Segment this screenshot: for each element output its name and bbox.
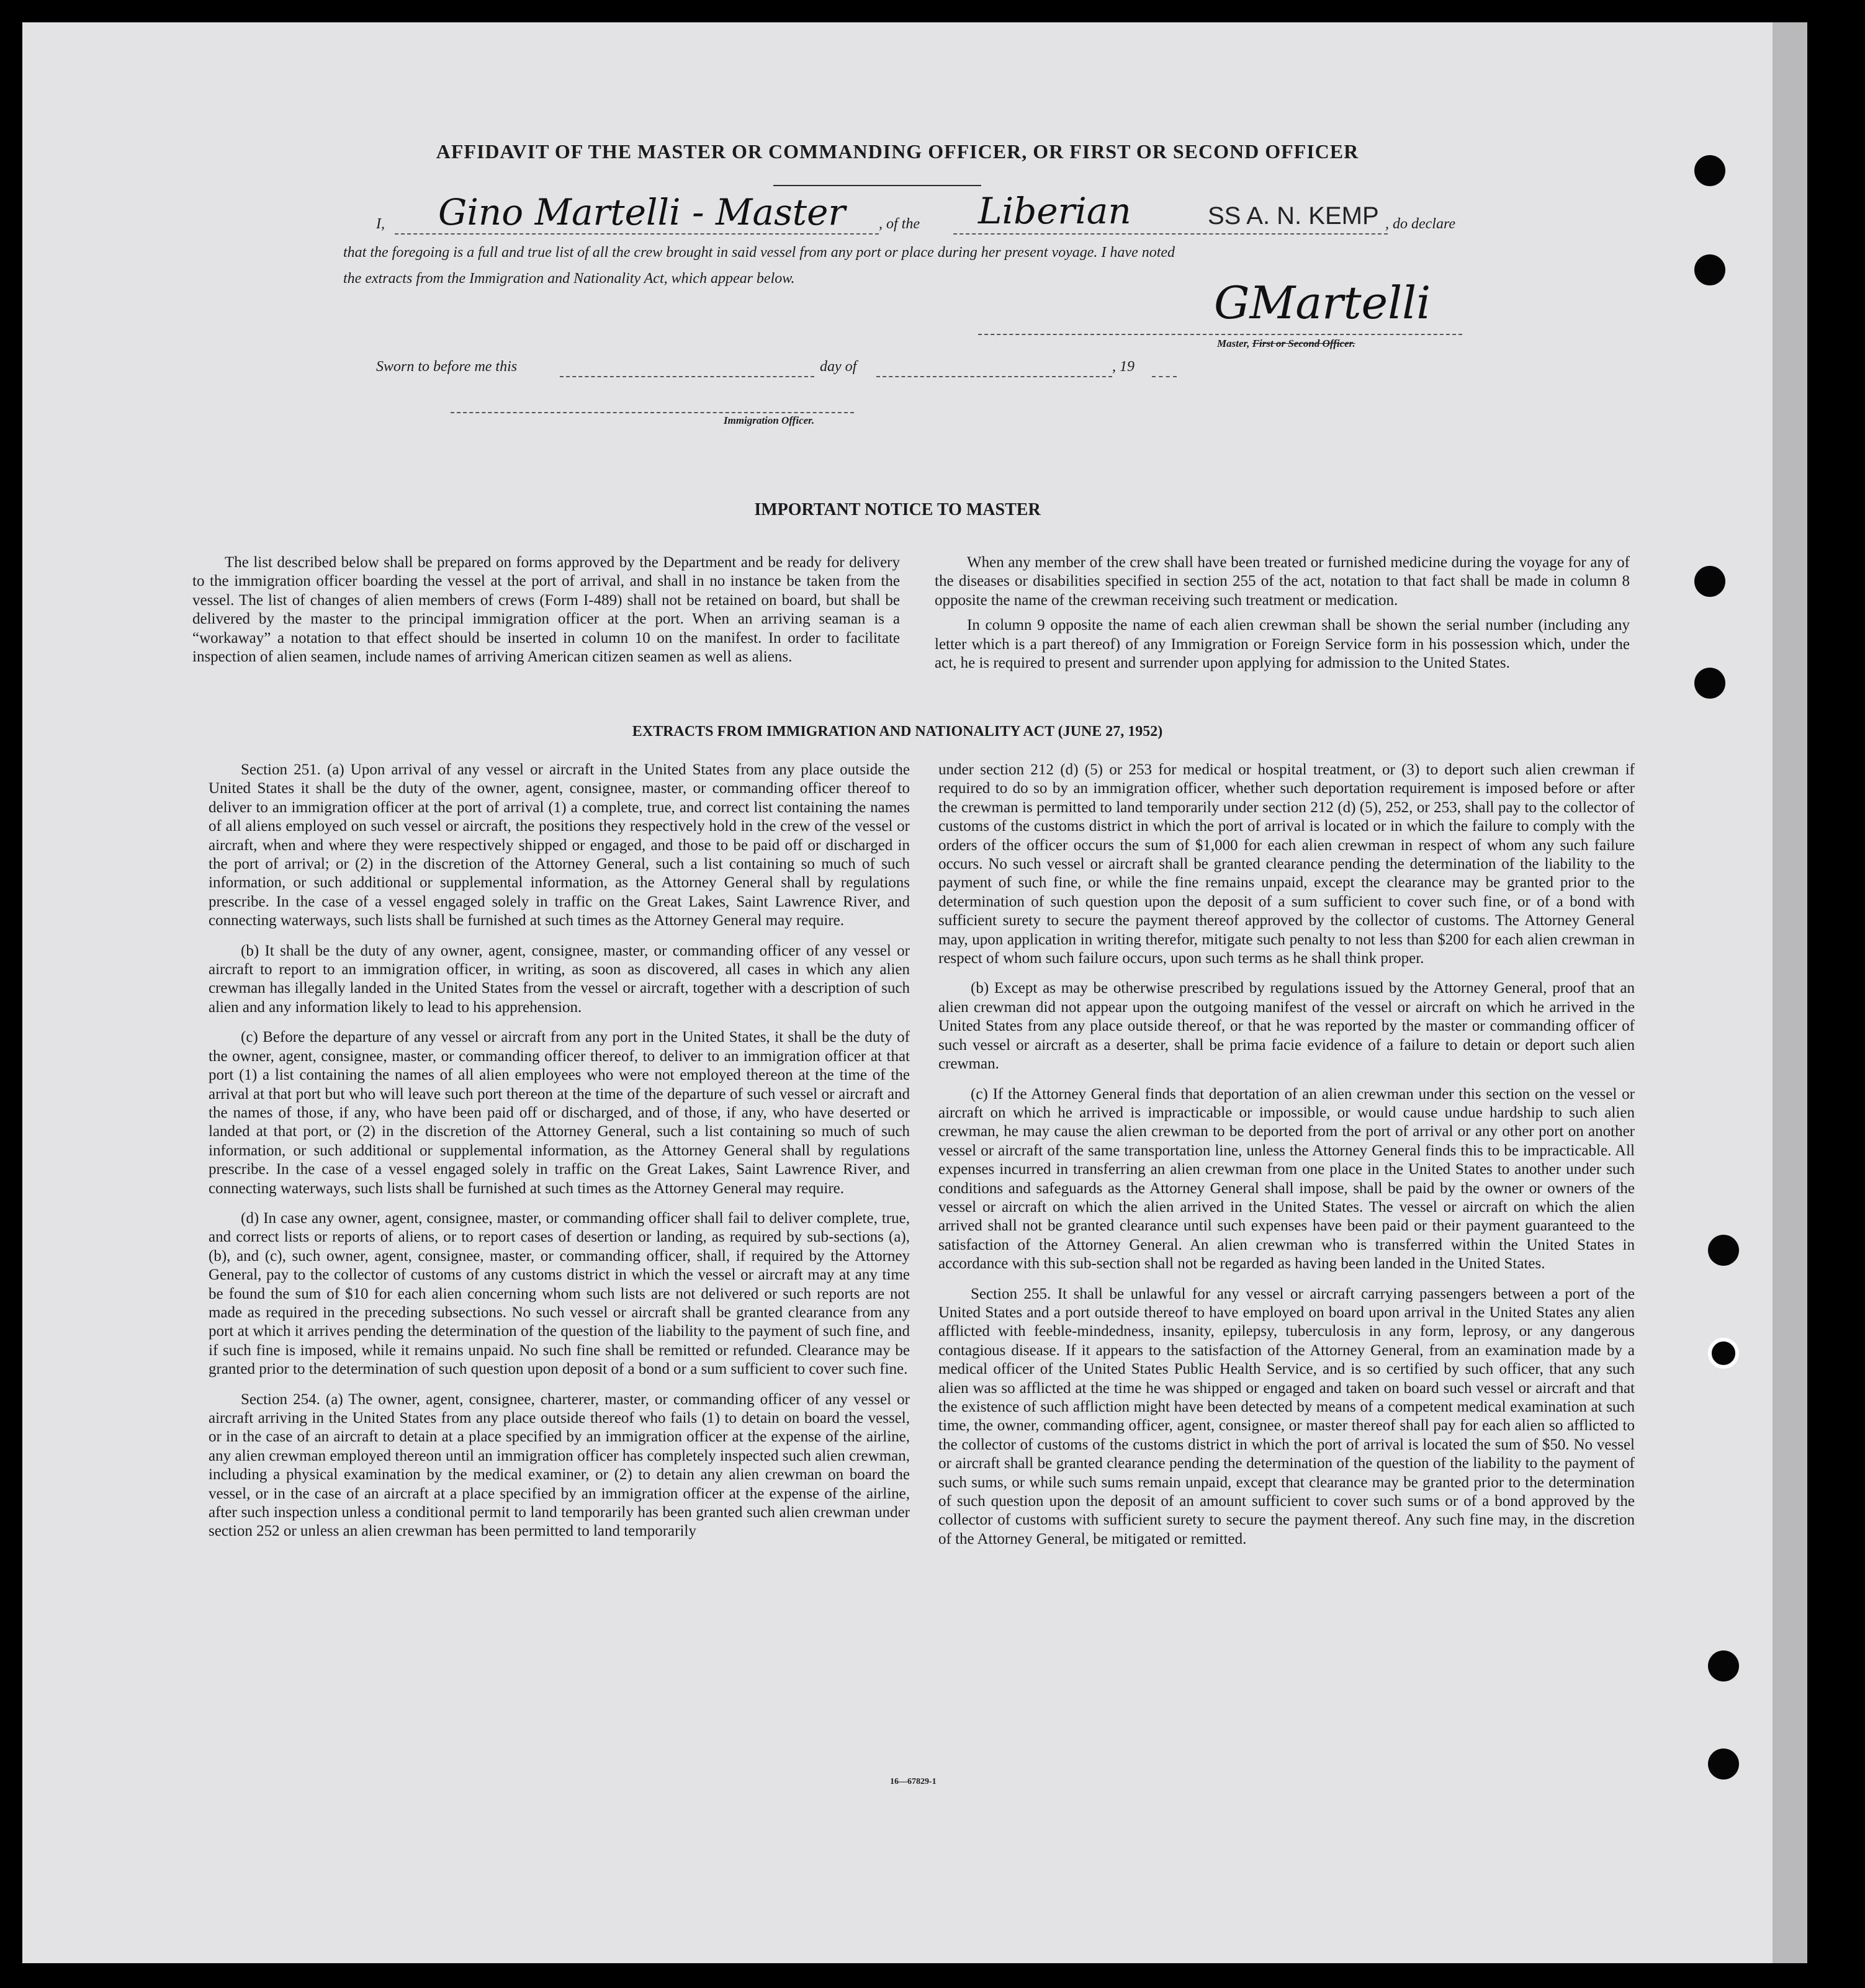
notice-right-paragraph-1: When any member of the crew shall have been treated or furnished medicine during the voyage for any of the diseases or disabilities specified in section 255 of the act, notation to that fact shall be made in column 8 opposite the name of the crewman receiving such treatment or medication. (935, 554, 1630, 609)
notice-left-paragraph: The list described below shall be prepared on forms approved by the Department and be ready for delivery to the immigration officer boarding the vessel at the port of arrival, and shall in no instance be taken from the vessel. The list of changes of alien members of crews (Form I-489) shall not be retained on board, but shall be delivered by the master to the principal immigration officer at the port. When an arriving seaman is a “workaway” a notation to that effect should be inserted in column 10 on the manifest. In order to facilitate inspection of alien seamen, include names of arriving American citizen seamen as well as aliens. (192, 554, 900, 666)
section-251d: (d) In case any owner, agent, consignee, master, or commanding officer shall fail to deliver complete, true, and correct lists or reports of aliens, or to report cases of desertion or landing, as required by sub-sections (a), (b), and (c), such owner, agent, consignee, master, or commanding officer, shall, if required by the Attorney General, pay to the collector of customs of any customs district in which the vessel or aircraft may at any time be found the sum of $10 for each alien concerning whom such lists are not delivered or such reports are not made as required in the preceding subsections. No such vessel or aircraft shall be granted clearance from any port at which it arrives pending the determination of the question of the liability to the payment of such fine, and if such fine is imposed, while it remains unpaid. No such fine shall be remitted or refunded. Clearance may be granted prior to the determination of such question upon deposit of a bond or a sum sufficient to cover such fine. (209, 1209, 910, 1378)
sworn-year-line (1152, 376, 1177, 377)
section-251a: Section 251. (a) Upon arrival of any vessel or aircraft in the United States from any place outside the United States it shall be the duty of the owner, agent, consignee, master, or commanding officer thereof to deliver to an immigration officer at the port of arrival (1) a complete, true, and correct list containing the names of all aliens employed on such vessel or aircraft, the positions they respectively hold in the crew of the vessel or aircraft, when and where they were respectively shipped or engaged, and those to be paid off or discharged in the port of arrival; or (2) in the discretion of the Attorney General, such a list containing so much of such information, or such additional or supplemental information, as the Attorney General shall by regulations prescribe. In the case of a vessel engaged solely in traffic on the Great Lakes, Saint Lawrence River, and connecting waterways, such lists shall be furnished at such times as the Attorney General may require. (209, 761, 910, 929)
extracts-right-column (938, 761, 1635, 1555)
do-declare-label: , do declare (1385, 216, 1456, 232)
notice-left-column (192, 553, 900, 673)
caption-struck-officer: First or Second Officer. (1252, 338, 1355, 349)
form-number: 16—67829-1 (890, 1777, 937, 1786)
affidavit-title: AFFIDAVIT OF THE MASTER OR COMMANDING OFFICER, OR FIRST OR SECOND OFFICER (436, 140, 1359, 163)
signature-caption (1217, 338, 1355, 350)
section-254b: (b) Except as may be otherwise prescribed by regulations issued by the Attorney General, proof that an alien crewman did not appear upon the outgoing manifest of the vessel or aircraft on which he arrived in the United States from any place outside thereof, or that he was reported by the master or commanding officer of such vessel or aircraft as a deserter, shall be prima facie evidence of a failure to detain or deport such alien crewman. (938, 980, 1635, 1073)
sworn-day-label: day of (820, 359, 857, 375)
affidavit-body-line2: the extracts from the Immigration and Nationality Act, which appear below. (343, 271, 795, 287)
page-edge-strip (1773, 22, 1807, 1963)
vessel-name-stamp: SS A. N. KEMP (1208, 202, 1379, 230)
nationality-handwritten: Liberian (978, 190, 1131, 232)
section-255: Section 255. It shall be unlawful for any vessel or aircraft carrying passengers between a port of the United States and a port outside thereof to have employed on board upon arrival in the United States any alien afflicted with feeble-mindedness, insanity, epilepsy, tuberculosis in any form, leprosy, or any dangerous contagious disease. If it appears to the satisfaction of the Attorney General, from an examination made by a medical officer of the United States Public Health Service, and is so certified by such officer, that any such alien was so afflicted at the time he was shipped or engaged and taken on board such vessel or aircraft and that the existence of such affliction might have been detected by means of a competent medical examination at such time, the owner, commanding officer, agent, consignee, or master thereof shall pay for each alien so afflicted to the collector of customs of the customs district in which the port of arrival is located the sum of $50. No vessel or aircraft shall be granted clearance pending the determination of the question of the liability to the payment of such sums, or while such sums remain unpaid, except that clearance may be granted prior to the determination of such question upon the deposit of an amount sufficient to cover such sums or of a bond approved by the collector of customs with sufficient surety to secure the payment thereof. Any such fine may, in the discretion of the Attorney General, be mitigated or remitted. (938, 1285, 1635, 1547)
punch-hole (1694, 155, 1725, 186)
punch-hole (1694, 668, 1725, 699)
section-251b: (b) It shall be the duty of any owner, agent, consignee, master, or commanding officer of any vessel or aircraft to report to an immigration officer, in writing, as soon as discovered, all cases in which any alien crewman has illegally landed in the United States from the vessel or aircraft, together with a description of such alien and any information likely to lead to his apprehension. (209, 942, 910, 1016)
section-254a: Section 254. (a) The owner, agent, consignee, charterer, master, or commanding officer of any vessel or aircraft arriving in the United States from any place outside thereof who fails (1) to detain on board the vessel, or in the case of an aircraft to detain at a place specified by an immigration officer at the expense of the airline, any alien crewman employed thereon until an immigration officer has completely inspected such alien crewman, including a physical examination by the medical examiner, or (2) to detain any alien crewman on board the vessel, or in the case of an aircraft at a place specified by an immigration officer at the expense of the airline, after such inspection unless a conditional permit to land temporarily has been granted such alien crewman under section 252 or unless an alien crewman has been permitted to land temporarily (209, 1390, 910, 1540)
punch-hole (1694, 566, 1725, 597)
name-line (395, 233, 879, 235)
signature-line (978, 334, 1462, 335)
pre-name-label: I, (376, 216, 385, 232)
of-the-label: , of the (879, 216, 920, 232)
notice-right-paragraph-2: In column 9 opposite the name of each alien crewman shall be shown the serial number (including any letter which is a part thereof) of any Immigration or Foreign Service form in his possession which, under the act, he is required to present and surrender upon applying for admission to the United States. (935, 617, 1630, 672)
notice-title: IMPORTANT NOTICE TO MASTER (754, 500, 1041, 519)
document-page (22, 22, 1773, 1963)
notice-right-column (935, 553, 1630, 679)
punch-hole (1708, 1748, 1739, 1780)
extracts-left-column (209, 761, 910, 1547)
master-name-handwritten: Gino Martelli - Master (438, 191, 846, 233)
nationality-line (953, 233, 1388, 235)
immigration-officer-caption: Immigration Officer. (724, 414, 815, 426)
punch-hole (1708, 1338, 1739, 1369)
extracts-title: EXTRACTS FROM IMMIGRATION AND NATIONALITY ACT (JUNE 27, 1952) (632, 723, 1163, 740)
section-254a-continued: under section 212 (d) (5) or 253 for medical or hospital treatment, or (3) to deport such alien crewman if required to do so by an immigration officer, whether such deportation requirement is imposed before or after the crewman is permitted to land temporarily under section 212 (d) (5), 252, or 253, shall pay to the collector of customs of the customs district in which the port of arrival is located or in which the failure to comply with the orders of the officer occurs the sum of $1,000 for each alien crewman in respect of whom any such failure occurs. No such vessel or aircraft shall be granted clearance pending the determination of the liability to the payment of such fine, or while the fine remains unpaid, except the clearance may be granted prior to the determination of such question upon the deposit of a sum sufficient to cover such fine, or of a bond with sufficient surety to secure the payment thereof approved by the collector of customs. The Attorney General may, upon application in writing therefor, mitigate such penalty to not less than $200 for each alien crewman in respect of whom such failure occurs, upon such terms as he shall think proper. (938, 761, 1635, 967)
immigration-officer-line (451, 412, 854, 413)
sworn-date-line (560, 376, 814, 377)
master-signature: GMartelli (1214, 277, 1431, 329)
caption-master: Master, (1217, 338, 1250, 349)
section-251c: (c) Before the departure of any vessel or aircraft from any port in the United States, it shall be the duty of the owner, agent, consignee, master, or commanding officer thereof, to deliver to an immigration officer at that port (1) a list containing the names of all alien employees who were not employed thereon at the time of the arrival at that port but who will leave such port thereon at the time of the departure of such vessel or aircraft and the names of those, if any, who have been paid off or discharged, and of those, if any, who have deserted or landed at that port, or (2) in the discretion of the Attorney General, such a list containing so much of such information, or such additional or supplemental information, as the Attorney General shall by regulations prescribe. In the case of a vessel engaged solely in traffic on the Great Lakes, Saint Lawrence River, and connecting waterways, such lists shall be furnished at such times as the Attorney General may require. (209, 1029, 910, 1197)
affidavit-body-line1: that the foregoing is a full and true list of all the crew brought in said vessel from any port or place during her present voyage. I have noted (343, 244, 1175, 261)
section-254c: (c) If the Attorney General finds that deportation of an alien crewman under this section on the vessel or aircraft on which he arrived is impracticable or impossible, or would cause undue hardship to such alien crewman, he may cause the alien crewman to be deported from the port of arrival or any other port on another vessel or aircraft of the same transportation line, unless the Attorney General finds this to be impracticable. All expenses incurred in transferring an alien crewman from one place in the United States to another under such conditions and safeguards as the Attorney General shall impose, shall be paid by the owner or owners of the vessel or aircraft on which the alien arrived in the United States. The vessel or aircraft on which the alien arrived shall not be granted clearance until such expenses have been paid or their payment guaranteed to the satisfaction of the Attorney General. An alien crewman who is transferred within the United States in accordance with this sub-section shall not be regarded as having been landed in the United States. (938, 1085, 1635, 1273)
punch-hole (1694, 254, 1725, 285)
sworn-prefix: Sworn to before me this (376, 359, 518, 375)
sworn-year-label: , 19 (1112, 359, 1135, 375)
title-underline (773, 185, 981, 186)
punch-hole (1708, 1650, 1739, 1681)
punch-hole (1708, 1235, 1739, 1266)
sworn-month-line (876, 376, 1112, 377)
